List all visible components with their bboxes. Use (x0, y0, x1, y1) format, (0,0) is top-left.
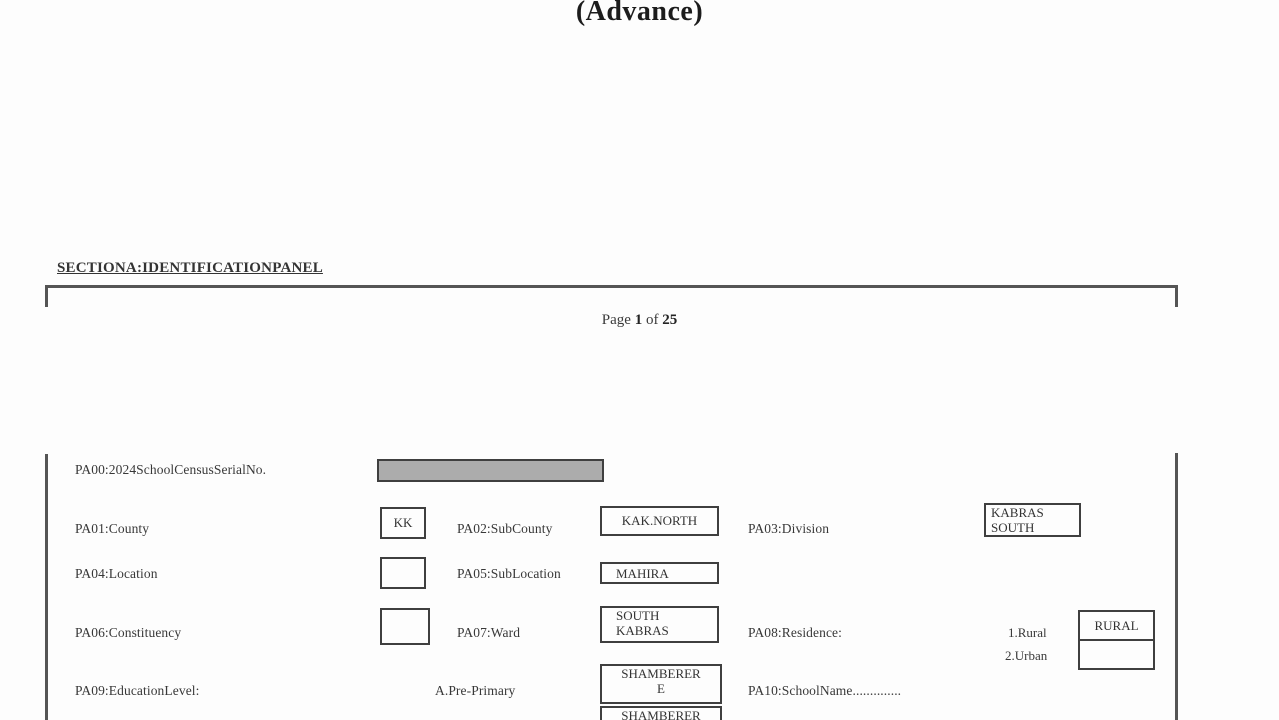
panel-top-rule (45, 285, 1178, 288)
pa03-label: PA03:Division (748, 521, 830, 536)
panel-top-left-stub (45, 285, 48, 307)
pa09-value2-line1: SHAMBERER (621, 708, 701, 720)
pa03-value-line1: KABRAS (991, 505, 1044, 520)
pa06-constituency-field[interactable] (380, 608, 430, 645)
pa05-value: MAHIRA (616, 566, 669, 581)
pa04-location-field[interactable] (380, 557, 426, 589)
pa08-residence-cell-2[interactable] (1080, 641, 1153, 668)
of-word: of (645, 312, 659, 328)
section-a-header: SECTIONA:IDENTIFICATIONPANEL (57, 260, 323, 276)
pa04-label: PA04:Location (75, 566, 158, 581)
pa07-label: PA07:Ward (457, 625, 521, 640)
page-word: Page (601, 312, 631, 328)
pa08-value: RURAL (1094, 617, 1139, 633)
pa02-subcounty-field[interactable] (600, 506, 719, 536)
pa09-option-preprimary: A.Pre-Primary (435, 683, 516, 698)
page-indicator (0, 312, 1279, 329)
pa01-county-field[interactable] (380, 507, 426, 539)
panel-top-right-stub (1175, 285, 1178, 307)
pa09-secondary-field[interactable] (600, 706, 722, 720)
pa05-sublocation-field[interactable] (600, 562, 719, 584)
pa07-ward-field[interactable] (600, 606, 719, 643)
pa02-label: PA02:SubCounty (457, 521, 553, 536)
pa08-label: PA08:Residence: (748, 625, 842, 640)
pa10-label[interactable]: PA10:SchoolName.............. (748, 683, 902, 698)
page-current: 1 (634, 312, 643, 328)
document-title: (Advance) (575, 0, 704, 27)
pa08-residence-field[interactable] (1078, 610, 1155, 670)
pa03-value-line2: SOUTH (991, 520, 1035, 535)
pa08-option-urban: 2.Urban (1005, 648, 1048, 663)
page-total: 25 (662, 312, 678, 328)
pa07-value-line1: SOUTH (616, 608, 660, 623)
pa00-label: PA00:2024SchoolCensusSerialNo. (75, 462, 267, 477)
pa03-division-field[interactable] (984, 503, 1081, 537)
pa00-serial-field[interactable] (377, 459, 604, 482)
pa09-value-line2: E (657, 681, 665, 696)
pa09-preprimary-field[interactable] (600, 664, 722, 704)
pa02-value: KAK.NORTH (621, 513, 698, 528)
pa08-option-rural: 1.Rural (1008, 625, 1047, 640)
pa09-label: PA09:EducationLevel: (75, 683, 200, 698)
pa06-label: PA06:Constituency (75, 625, 182, 640)
panel-right-border (1175, 453, 1178, 720)
pa01-label: PA01:County (75, 521, 150, 536)
pa08-residence-cell-1[interactable] (1080, 612, 1153, 639)
pa01-value: KK (393, 515, 413, 530)
pa05-label: PA05:SubLocation (457, 566, 561, 581)
panel-left-border (45, 454, 48, 720)
pa09-value-line1: SHAMBERER (621, 666, 701, 681)
pa07-value-line2: KABRAS (616, 623, 669, 638)
